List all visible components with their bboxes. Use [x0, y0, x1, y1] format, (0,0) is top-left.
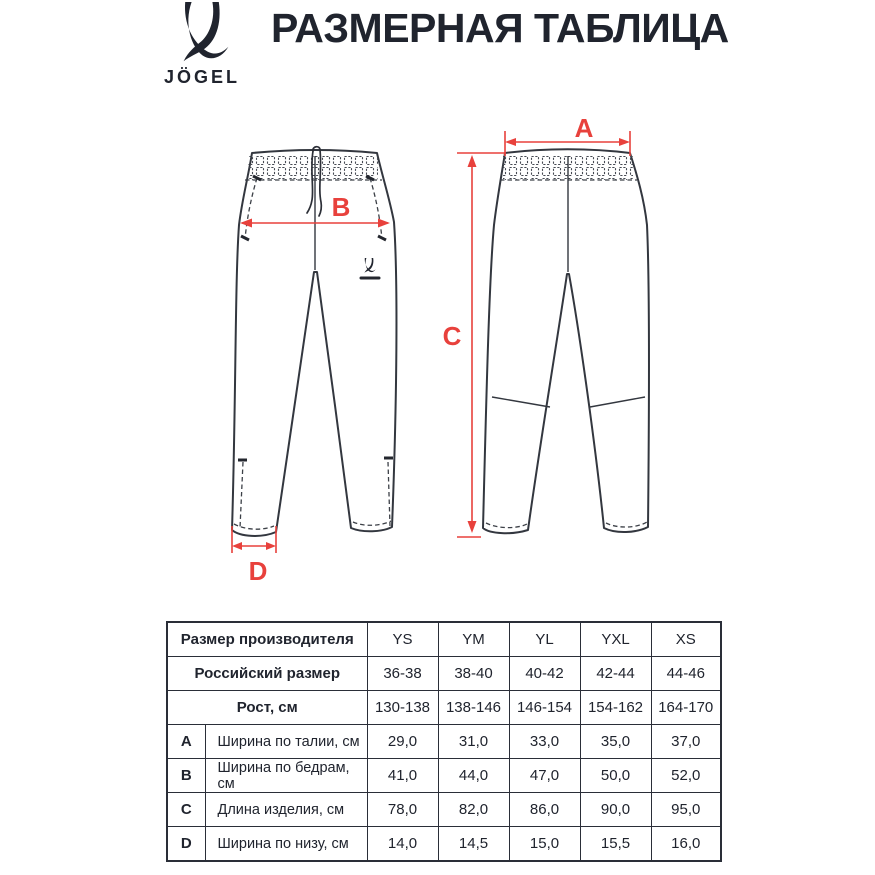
- value-cell: 14,0: [367, 827, 438, 862]
- dimension-label-a: A: [574, 113, 594, 143]
- value-cell: 44,0: [438, 759, 509, 793]
- dimension-letter: D: [167, 827, 205, 862]
- dimension-label-b: B: [331, 192, 351, 222]
- value-cell: 86,0: [509, 793, 580, 827]
- dimension-name: Ширина по низу, см: [205, 827, 367, 862]
- size-header-cell: YL: [509, 622, 580, 657]
- table-row-height: [167, 691, 721, 725]
- value-cell: 38-40: [438, 657, 509, 691]
- table-row-dimension-c: [167, 793, 721, 827]
- size-table: [166, 621, 722, 862]
- dimension-name: Ширина по бедрам, см: [205, 759, 367, 793]
- value-cell: 14,5: [438, 827, 509, 862]
- brand-logo: [146, 2, 258, 88]
- waistband-front: [248, 156, 378, 180]
- value-cell: 31,0: [438, 725, 509, 759]
- value-cell: 78,0: [367, 793, 438, 827]
- size-header-cell: YS: [367, 622, 438, 657]
- value-cell: 36-38: [367, 657, 438, 691]
- value-cell: 90,0: [580, 793, 651, 827]
- page-title: РАЗМЕРНАЯ ТАБЛИЦА: [271, 5, 729, 51]
- value-cell: 29,0: [367, 725, 438, 759]
- pants-diagram: [200, 100, 700, 600]
- table-row-dimension-b: [167, 759, 721, 793]
- size-header-cell: YXL: [580, 622, 651, 657]
- value-cell: 164-170: [651, 691, 721, 725]
- dimension-letter: B: [167, 759, 205, 793]
- dimension-label-c: C: [442, 321, 462, 351]
- dimension-name: Ширина по талии, см: [205, 725, 367, 759]
- size-header-cell: YM: [438, 622, 509, 657]
- value-cell: 40-42: [509, 657, 580, 691]
- value-cell: 47,0: [509, 759, 580, 793]
- value-cell: 146-154: [509, 691, 580, 725]
- pants-back-diagram: [483, 149, 649, 533]
- value-cell: 130-138: [367, 691, 438, 725]
- dimension-letter: A: [167, 725, 205, 759]
- dimension-label-d: D: [248, 556, 268, 586]
- table-row-russian-size: [167, 657, 721, 691]
- value-cell: 44-46: [651, 657, 721, 691]
- value-cell: 41,0: [367, 759, 438, 793]
- table-row-manufacturer-size: [167, 622, 721, 657]
- brand-name: JÖGEL: [163, 67, 240, 87]
- value-cell: 52,0: [651, 759, 721, 793]
- table-row-dimension-d: [167, 827, 721, 862]
- value-cell: 15,0: [509, 827, 580, 862]
- value-cell: 138-146: [438, 691, 509, 725]
- size-header-cell: XS: [651, 622, 721, 657]
- value-cell: 37,0: [651, 725, 721, 759]
- value-cell: 42-44: [580, 657, 651, 691]
- value-cell: 33,0: [509, 725, 580, 759]
- dimension-name: Длина изделия, см: [205, 793, 367, 827]
- value-cell: 95,0: [651, 793, 721, 827]
- value-cell: 15,5: [580, 827, 651, 862]
- jogel-mark-icon: [174, 2, 230, 66]
- dimension-letter: C: [167, 793, 205, 827]
- table-row-dimension-a: [167, 725, 721, 759]
- height-label: Рост, см: [167, 691, 367, 725]
- value-cell: 154-162: [580, 691, 651, 725]
- value-cell: 16,0: [651, 827, 721, 862]
- value-cell: 35,0: [580, 725, 651, 759]
- value-cell: 82,0: [438, 793, 509, 827]
- manufacturer-size-label: Размер производителя: [167, 622, 367, 657]
- value-cell: 50,0: [580, 759, 651, 793]
- russian-size-label: Российский размер: [167, 657, 367, 691]
- pants-front-diagram: [232, 147, 396, 536]
